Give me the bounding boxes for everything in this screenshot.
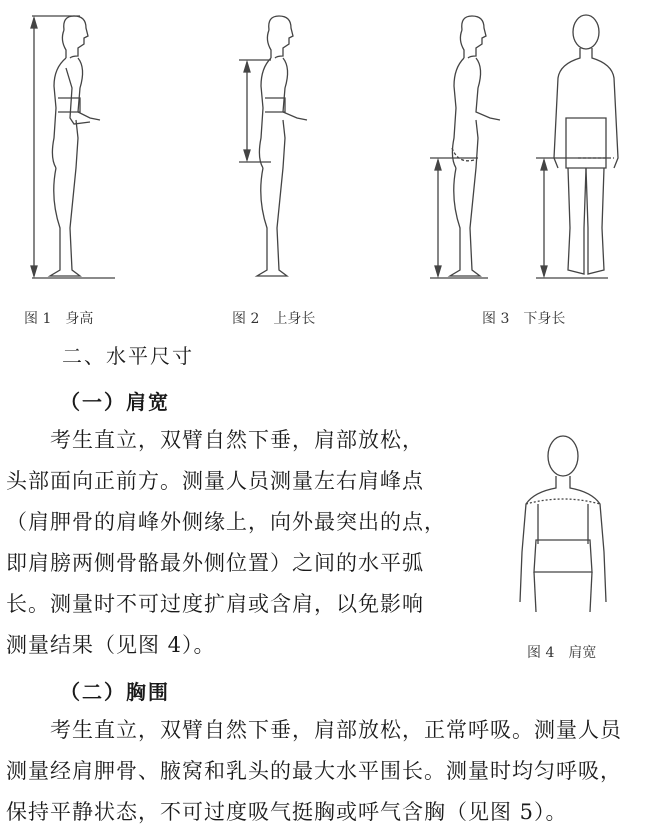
standing-side-and-back-figure-illustration: [428, 8, 628, 288]
standing-side-figure-illustration: [235, 8, 345, 288]
back-torso-figure-illustration: [508, 432, 618, 622]
section-heading: 二、水平尺寸: [62, 344, 194, 368]
figure-1-height: [20, 8, 130, 288]
paragraph-line: 测量结果（见图 4）。: [6, 633, 216, 657]
paragraph-line: 长。测量时不可过度扩肩或含肩，以免影响: [6, 592, 424, 616]
subsection-heading-chest: （二）胸围: [60, 680, 170, 704]
paragraph-line: 考生直立，双臂自然下垂，肩部放松，正常呼吸。测量人员: [6, 718, 622, 742]
paragraph-line: 头部面向正前方。测量人员测量左右肩峰点: [6, 469, 424, 493]
figure-2-caption: 图 2 上身长: [232, 311, 316, 327]
figure-1-caption: 图 1 身高: [24, 311, 94, 327]
figure-3-lower-body: [428, 8, 628, 288]
shoulder-width-paragraph: [6, 420, 456, 666]
chest-paragraph: [6, 710, 654, 833]
subsection-heading-shoulder-width: （一）肩宽: [60, 390, 170, 414]
figure-2-upper-body: [235, 8, 345, 288]
paragraph-line: （肩胛骨的肩峰外侧缘上，向外最突出的点，: [6, 510, 446, 534]
paragraph-line: 保持平静状态，不可过度吸气挺胸或呼气含胸（见图 5）。: [6, 800, 568, 824]
paragraph-line: 即肩膀两侧骨骼最外侧位置）之间的水平弧: [6, 551, 424, 575]
standing-side-figure-illustration: [20, 8, 130, 288]
paragraph-line: 测量经肩胛骨、腋窝和乳头的最大水平围长。测量时均匀呼吸，: [6, 759, 622, 783]
figure-4-caption: 图 4 肩宽: [527, 645, 597, 661]
figure-4-shoulder-width: [508, 432, 618, 622]
figure-3-caption: 图 3 下身长: [482, 311, 566, 327]
paragraph-line: 考生直立，双臂自然下垂，肩部放松，: [6, 428, 424, 452]
